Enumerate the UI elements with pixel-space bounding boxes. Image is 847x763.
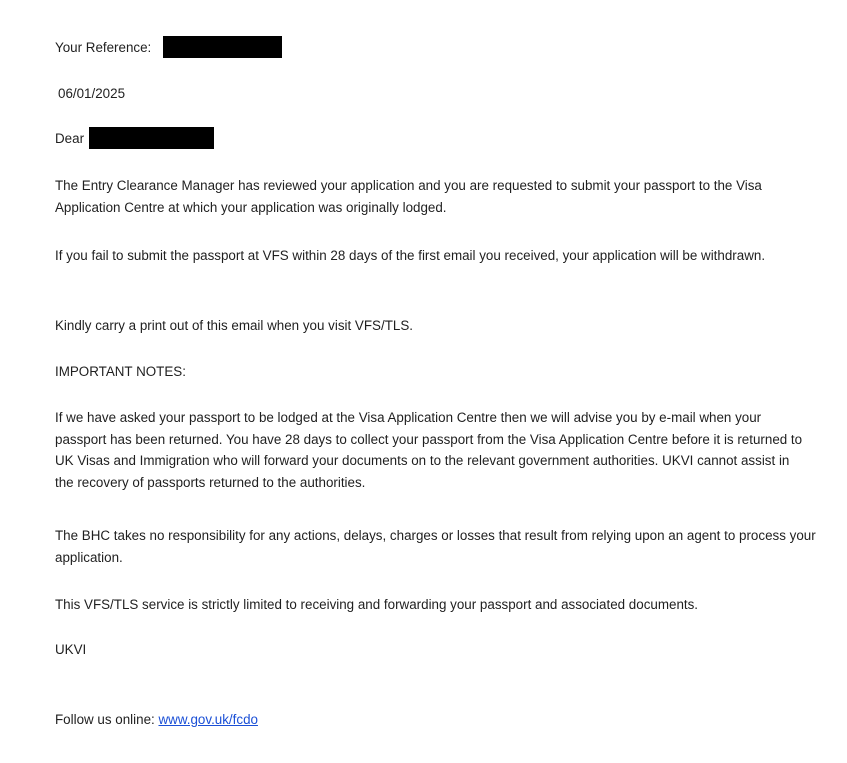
- redacted-recipient-name: [89, 127, 214, 149]
- salutation-line: [55, 127, 214, 149]
- follow-line: [55, 710, 258, 730]
- paragraph-service-limit: This VFS/TLS service is strictly limited to receiving and forwarding your passport and associated documents.: [55, 597, 699, 612]
- follow-label: Follow us online:: [55, 712, 155, 727]
- redacted-reference: [163, 36, 282, 58]
- paragraph-print: Kindly carry a print out of this email when you visit VFS/TLS.: [55, 318, 413, 333]
- signature: UKVI: [55, 642, 87, 657]
- email-date: 06/01/2025: [58, 86, 126, 101]
- salutation: Dear: [55, 131, 85, 146]
- paragraph-bhc-responsibility: The BHC takes no responsibility for any actions, delays, charges or losses that result from relying upon an agent to process your application.: [55, 528, 816, 565]
- paragraph-deadline: If you fail to submit the passport at VFS within 28 days of the first email you received, your application will be withdrawn.: [55, 248, 766, 263]
- important-notes-heading: IMPORTANT NOTES:: [55, 364, 186, 379]
- paragraph-passport-return: If we have asked your passport to be lodged at the Visa Application Centre then we will advise you by e-mail when your passport has been returned. You have 28 days to collect your passport from the Visa Application Centre before it is returned to UK Visas and Immigration who will forward your documents on to the relevant government authorities. UKVI cannot assist in the recovery of passports returned to the authorities.: [55, 410, 803, 490]
- reference-line: [55, 36, 282, 58]
- paragraph-review: The Entry Clearance Manager has reviewed your application and you are requested to submit your passport to the Visa Application Centre at which your application was originally lodged.: [55, 178, 762, 215]
- fcdo-link[interactable]: www.gov.uk/fcdo: [158, 712, 258, 727]
- reference-label: Your Reference:: [55, 40, 152, 55]
